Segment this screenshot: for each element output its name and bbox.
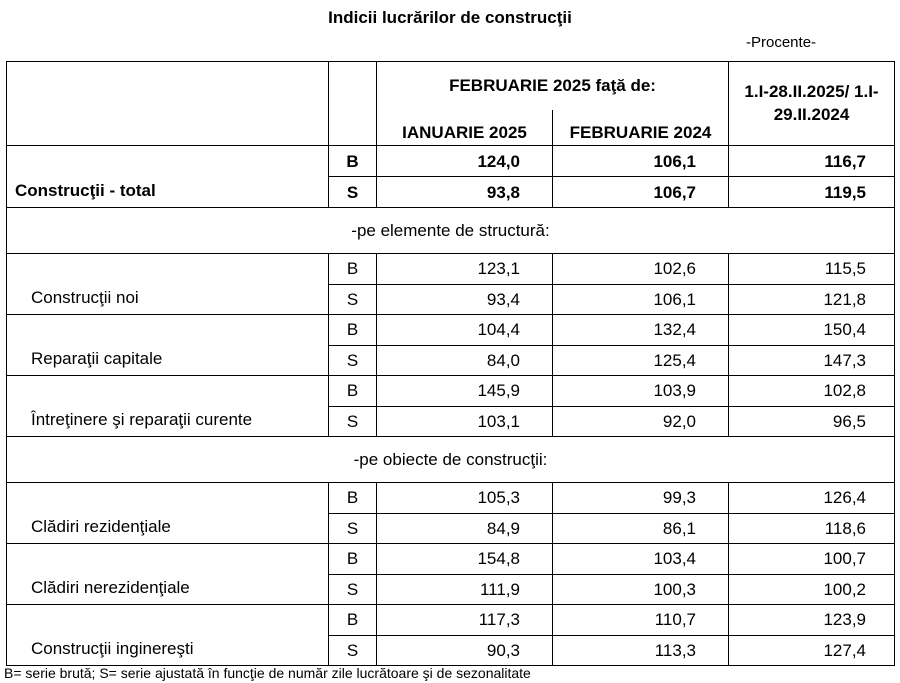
row-label: Întreţinere şi reparaţii curente (7, 376, 329, 437)
value-ianuarie: 90,3 (377, 635, 553, 666)
row-label: Clădiri rezidenţiale (7, 483, 329, 544)
header-ianuarie: IANUARIE 2025 (377, 110, 553, 146)
header-empty-series (329, 62, 377, 146)
value-cumulative: 102,8 (729, 376, 895, 407)
value-cumulative: 100,7 (729, 544, 895, 575)
value-cumulative: 147,3 (729, 345, 895, 376)
value-cumulative: 116,7 (729, 146, 895, 177)
value-cumulative: 126,4 (729, 483, 895, 514)
value-ianuarie: 84,0 (377, 345, 553, 376)
value-cumulative: 118,6 (729, 513, 895, 544)
value-ianuarie: 93,8 (377, 177, 553, 208)
value-ianuarie: 105,3 (377, 483, 553, 514)
series-cell: B (329, 605, 377, 636)
header-cumulative: 1.I-28.II.2025/ 1.I-29.II.2024 (729, 62, 895, 146)
value-februarie: 132,4 (553, 315, 729, 346)
value-ianuarie: 84,9 (377, 513, 553, 544)
value-ianuarie: 104,4 (377, 315, 553, 346)
value-ianuarie: 123,1 (377, 254, 553, 285)
series-cell: S (329, 574, 377, 605)
value-februarie: 125,4 (553, 345, 729, 376)
value-februarie: 106,1 (553, 146, 729, 177)
value-cumulative: 150,4 (729, 315, 895, 346)
footnote: B= serie brută; S= serie ajustată în funcţie de număr zile lucrătoare şi de sezonalitate (4, 665, 531, 681)
value-ianuarie: 93,4 (377, 284, 553, 315)
value-cumulative: 119,5 (729, 177, 895, 208)
section-row (7, 208, 895, 254)
section-row (7, 437, 895, 483)
series-cell: S (329, 513, 377, 544)
value-februarie: 103,9 (553, 376, 729, 407)
series-cell: B (329, 254, 377, 285)
row-label: Clădiri nerezidenţiale (7, 544, 329, 605)
header-februarie: FEBRUARIE 2024 (553, 110, 729, 146)
value-februarie: 86,1 (553, 513, 729, 544)
header-group: FEBRUARIE 2025 faţă de: (377, 62, 729, 110)
series-cell: S (329, 406, 377, 437)
value-februarie: 92,0 (553, 406, 729, 437)
header-empty-label (7, 62, 329, 146)
value-cumulative: 127,4 (729, 635, 895, 666)
value-ianuarie: 117,3 (377, 605, 553, 636)
series-cell: B (329, 483, 377, 514)
value-ianuarie: 111,9 (377, 574, 553, 605)
row-label: Construcţii noi (7, 254, 329, 315)
series-cell: B (329, 315, 377, 346)
series-cell: S (329, 635, 377, 666)
series-cell: B (329, 544, 377, 575)
value-cumulative: 121,8 (729, 284, 895, 315)
value-ianuarie: 154,8 (377, 544, 553, 575)
header-row-1 (7, 62, 895, 110)
value-februarie: 100,3 (553, 574, 729, 605)
value-cumulative: 100,2 (729, 574, 895, 605)
value-februarie: 110,7 (553, 605, 729, 636)
row-label: Reparaţii capitale (7, 315, 329, 376)
table-row (7, 483, 895, 514)
page-title: Indicii lucrărilor de construcţii (328, 8, 572, 27)
value-februarie: 103,4 (553, 544, 729, 575)
unit-label: -Procente- (746, 34, 817, 51)
row-label: Construcţii - total (7, 146, 329, 208)
series-cell: B (329, 146, 377, 177)
value-februarie: 113,3 (553, 635, 729, 666)
value-cumulative: 115,5 (729, 254, 895, 285)
table-row (7, 315, 895, 346)
table-row (7, 254, 895, 285)
value-februarie: 106,1 (553, 284, 729, 315)
section-label: -pe elemente de structură: (7, 208, 895, 254)
section-label: -pe obiecte de construcţii: (7, 437, 895, 483)
value-cumulative: 123,9 (729, 605, 895, 636)
series-cell: S (329, 345, 377, 376)
table-row (7, 544, 895, 575)
table-row (7, 376, 895, 407)
value-februarie: 99,3 (553, 483, 729, 514)
series-cell: B (329, 376, 377, 407)
series-cell: S (329, 177, 377, 208)
indices-table (6, 61, 895, 666)
value-februarie: 102,6 (553, 254, 729, 285)
value-ianuarie: 145,9 (377, 376, 553, 407)
row-label: Construcţii inginereşti (7, 605, 329, 666)
value-ianuarie: 124,0 (377, 146, 553, 177)
table-row (7, 605, 895, 636)
series-cell: S (329, 284, 377, 315)
table-row (7, 146, 895, 177)
value-februarie: 106,7 (553, 177, 729, 208)
value-ianuarie: 103,1 (377, 406, 553, 437)
value-cumulative: 96,5 (729, 406, 895, 437)
